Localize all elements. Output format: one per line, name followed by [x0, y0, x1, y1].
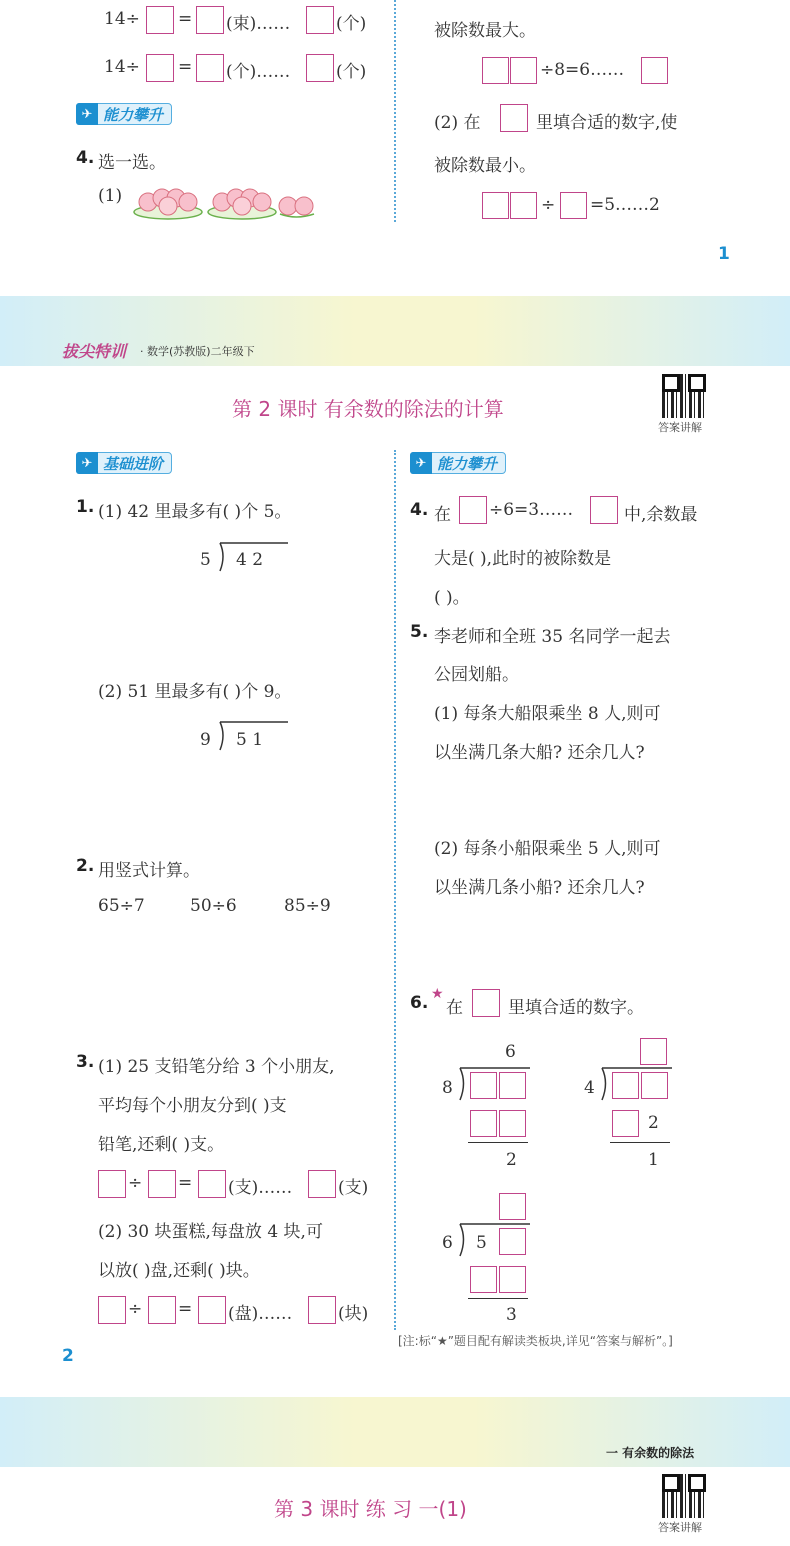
operator: = [178, 1173, 193, 1193]
equation-text: ÷6=3…… [489, 500, 574, 520]
answer-box[interactable] [510, 192, 537, 219]
answer-box[interactable] [196, 54, 224, 82]
dividend-digit: 5 [476, 1233, 487, 1253]
page-number: 2 [62, 1346, 74, 1366]
peach-plate-1 [134, 189, 202, 219]
quotient: 6 [505, 1042, 516, 1062]
calc-item: 85÷9 [284, 896, 331, 916]
given-digit: 2 [648, 1113, 659, 1133]
equation-text: ÷ [541, 195, 556, 215]
equation-text: ÷8=6…… [540, 60, 625, 80]
answer-box[interactable] [459, 496, 487, 524]
dividend: 4 2 [236, 550, 264, 570]
calc-item: 65÷7 [98, 896, 145, 916]
runner-icon: ✈ [76, 103, 98, 125]
question-text: ( )。 [434, 588, 470, 608]
unit-label: (支)…… [228, 1178, 293, 1198]
dividend: 5 1 [236, 730, 264, 750]
subtraction-line [610, 1142, 670, 1143]
unit-label: (个)…… [226, 62, 291, 82]
question-text: 里填合适的数字,使 [536, 113, 678, 133]
qr-code-icon[interactable] [662, 374, 706, 418]
sub-question-label: (1) [98, 186, 123, 206]
question-text: 用竖式计算。 [98, 861, 200, 881]
question-text: (1) 25 支铅笔分给 3 个小朋友, [98, 1057, 335, 1077]
column-divider [394, 450, 396, 1330]
answer-box[interactable] [482, 57, 509, 84]
lesson-title: 第 3 课时 练 习 一(1) [274, 1497, 467, 1521]
eq-lead: 14÷ [104, 9, 140, 29]
section-tag-label: 能力攀升 [103, 105, 164, 124]
answer-box[interactable] [308, 1170, 336, 1198]
question-number: 2. [76, 856, 95, 876]
question-text: 中,余数最 [624, 505, 698, 525]
question-text: 铅笔,还剩( )支。 [98, 1135, 225, 1155]
divisor: 9 [200, 730, 211, 750]
answer-box[interactable] [510, 57, 537, 84]
answer-box[interactable] [472, 989, 500, 1017]
question-text: (2) 51 里最多有( )个 9。 [98, 682, 292, 702]
brand-logo: 拔尖特训 [62, 342, 127, 361]
answer-box[interactable] [500, 104, 528, 132]
answer-box[interactable] [470, 1072, 497, 1099]
question-text: 在 [446, 998, 463, 1018]
question-number: 1. [76, 497, 95, 517]
question-text: 以放( )盘,还剩( )块。 [98, 1261, 260, 1281]
question-number: 5. [410, 622, 429, 642]
book-subtitle: · 数学(苏教版)二年级下 [140, 345, 255, 358]
equation-text: =5……2 [590, 195, 660, 215]
unit-label: (束)…… [226, 14, 291, 34]
question-number: 6. [410, 993, 429, 1013]
divisor: 6 [442, 1233, 453, 1253]
question-text: 公园划船。 [434, 665, 519, 685]
answer-box[interactable] [148, 1296, 176, 1324]
question-text: (2) 30 块蛋糕,每盘放 4 块,可 [98, 1222, 323, 1242]
remainder: 3 [506, 1305, 517, 1325]
answer-box[interactable] [98, 1170, 126, 1198]
qr-label: 答案讲解 [658, 421, 702, 434]
unit-label: (个) [336, 14, 367, 34]
answer-box[interactable] [146, 54, 174, 82]
question-text: 以坐满几条小船? 还余几人? [434, 878, 645, 898]
question-text: 在 [434, 505, 451, 525]
footnote: [注:标“★”题目配有解读类板块,详见“答案与解析”。] [398, 1334, 673, 1348]
subtraction-line [468, 1142, 528, 1143]
answer-box[interactable] [612, 1110, 639, 1137]
subtraction-line [468, 1298, 528, 1299]
divisor: 8 [442, 1078, 453, 1098]
eq-lead: 14÷ [104, 57, 140, 77]
runner-icon: ✈ [410, 452, 432, 474]
qr-code-icon[interactable] [662, 1474, 706, 1518]
equals-sign: = [178, 9, 193, 29]
answer-box[interactable] [98, 1296, 126, 1324]
question-number: 4. [410, 500, 429, 520]
answer-box[interactable] [196, 6, 224, 34]
operator: = [178, 1299, 193, 1319]
answer-box[interactable] [470, 1266, 497, 1293]
answer-box[interactable] [148, 1170, 176, 1198]
answer-box[interactable] [560, 192, 587, 219]
question-text: 里填合适的数字。 [508, 998, 644, 1018]
remainder: 2 [506, 1150, 517, 1170]
column-divider [394, 0, 396, 222]
question-text: 以坐满几条大船? 还余几人? [434, 743, 645, 763]
lesson-title: 第 2 课时 有余数的除法的计算 [232, 397, 504, 421]
question-text: 被除数最小。 [434, 156, 536, 176]
operator: ÷ [128, 1299, 143, 1319]
answer-box[interactable] [499, 1110, 526, 1137]
peach-plates-illustration [130, 176, 330, 226]
sub-question-label: (2) 在 [434, 113, 481, 133]
answer-box[interactable] [308, 1296, 336, 1324]
answer-box[interactable] [641, 1072, 668, 1099]
unit-label: (块) [338, 1304, 369, 1324]
answer-box[interactable] [470, 1110, 497, 1137]
answer-box[interactable] [482, 192, 509, 219]
calc-item: 50÷6 [190, 896, 237, 916]
answer-box[interactable] [612, 1072, 639, 1099]
loose-peaches [279, 197, 314, 217]
page-number: 1 [718, 244, 730, 264]
answer-box[interactable] [499, 1193, 526, 1220]
answer-box[interactable] [146, 6, 174, 34]
answer-box[interactable] [306, 6, 334, 34]
unit-label: (支) [338, 1178, 369, 1198]
section-tag [410, 452, 506, 474]
answer-box[interactable] [499, 1072, 526, 1099]
answer-box[interactable] [499, 1266, 526, 1293]
answer-box[interactable] [306, 54, 334, 82]
answer-box[interactable] [640, 1038, 667, 1065]
question-text: 被除数最大。 [434, 21, 536, 41]
question-text: 大是( ),此时的被除数是 [434, 549, 612, 569]
unit-label: (个) [336, 62, 367, 82]
question-text: (1) 42 里最多有( )个 5。 [98, 502, 292, 522]
runner-icon: ✈ [76, 452, 98, 474]
answer-box[interactable] [641, 57, 668, 84]
question-text: 选一选。 [98, 153, 166, 173]
question-number: 4. [76, 148, 95, 168]
answer-box[interactable] [499, 1228, 526, 1255]
question-text: (2) 每条小船限乘坐 5 人,则可 [434, 839, 661, 859]
divisor: 4 [584, 1078, 595, 1098]
answer-box[interactable] [198, 1170, 226, 1198]
chapter-label: 一 有余数的除法 [606, 1446, 695, 1460]
question-text: 李老师和全班 35 名同学一起去 [434, 627, 671, 647]
peach-plate-2 [208, 189, 276, 219]
section-tag [76, 452, 172, 474]
question-text: (1) 每条大船限乘坐 8 人,则可 [434, 704, 661, 724]
divisor: 5 [200, 550, 211, 570]
answer-box[interactable] [198, 1296, 226, 1324]
remainder: 1 [648, 1150, 659, 1170]
equals-sign: = [178, 57, 193, 77]
question-text: 平均每个小朋友分到( )支 [98, 1096, 287, 1116]
unit-label: (盘)…… [228, 1304, 293, 1324]
section-tag-label: 基础进阶 [103, 454, 164, 473]
section-tag-label: 能力攀升 [437, 454, 498, 473]
qr-label: 答案讲解 [658, 1521, 702, 1534]
answer-box[interactable] [590, 496, 618, 524]
star-icon: ★ [431, 986, 444, 1002]
section-tag [76, 103, 172, 125]
operator: ÷ [128, 1173, 143, 1193]
question-number: 3. [76, 1052, 95, 1072]
